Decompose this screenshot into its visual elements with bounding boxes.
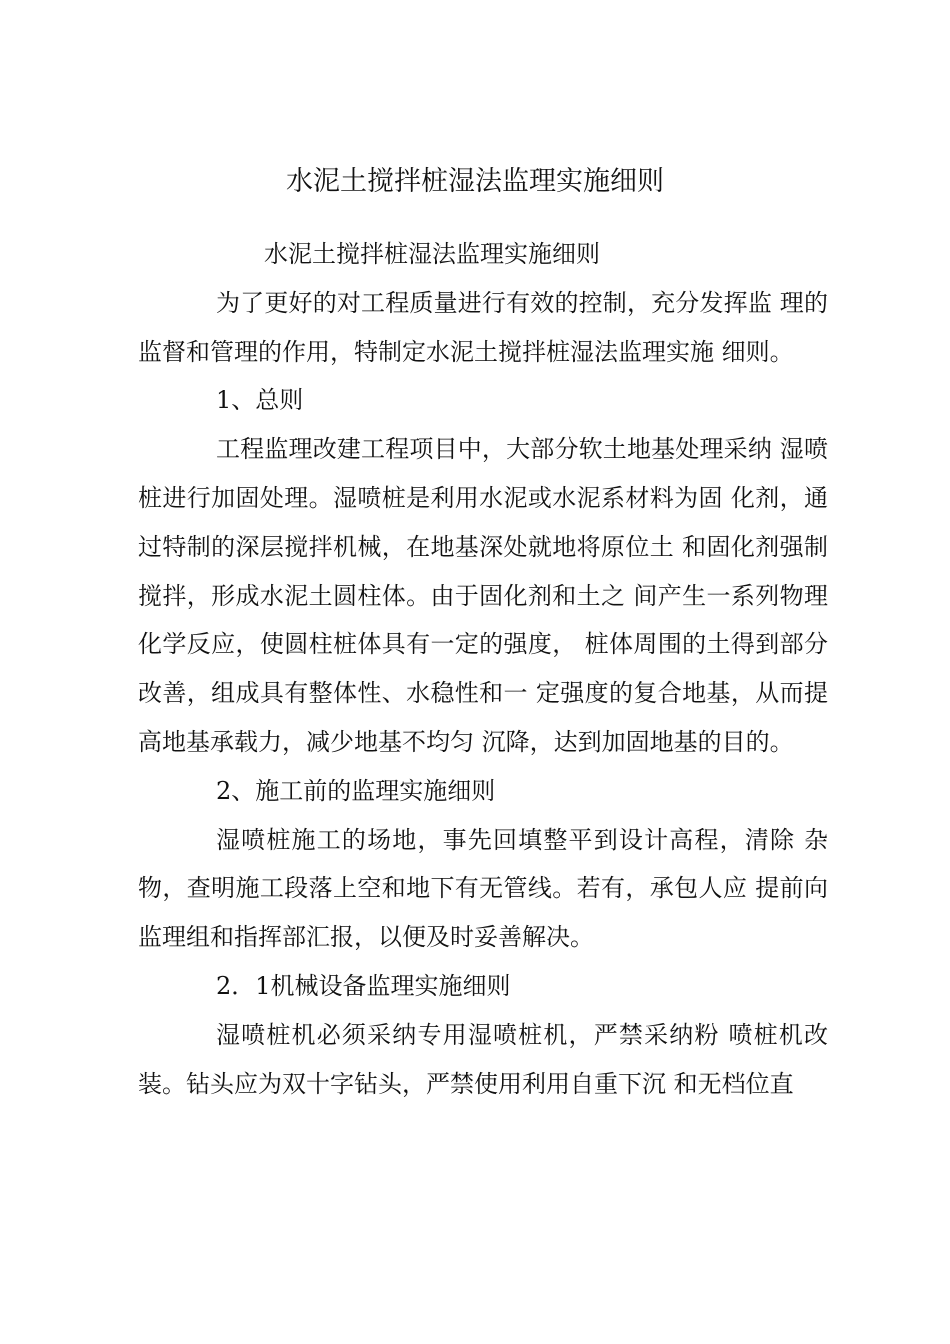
paragraph-general: 工程监理改建工程项目中，大部分软土地基处理采纳 湿喷桩进行加固处理。湿喷桩是利用水泥或水泥系材料为固 化剂，通过特制的深层搅拌机械，在地基深处就地将原位土 和固化剂强制搅拌，形成水泥土圆柱体。由于固化剂和土之 间产生一系列物理化学反应，使圆柱桩体具有一定的强度， 桩体周围的土得到部分改善，组成具有整体性、水稳性和一 定强度的复合地基，从而提高地基承载力，减少地基不均匀 沉降，达到加固地基的目的。 [138, 435, 828, 756]
section-heading-equipment: 2．1机械设备监理实施细则 [216, 971, 511, 1000]
document-title: 水泥土搅拌桩湿法监理实施细则 [286, 166, 664, 197]
section-heading-general: 1、总则 [216, 386, 304, 415]
section-heading-pre-construction: 2、施工前的监理实施细则 [216, 776, 496, 805]
paragraph-pre-construction: 湿喷桩施工的场地，事先回填整平到设计高程，清除 杂物，查明施工段落上空和地下有无管线。若有，承包人应 提前向监理组和指挥部汇报，以便及时妥善解决。 [138, 825, 828, 952]
paragraph-intro: 为了更好的对工程质量进行有效的控制，充分发挥监 理的监督和管理的作用，特制定水泥土搅拌桩湿法监理实施 细则。 [138, 288, 828, 366]
document-subtitle: 水泥土搅拌桩湿法监理实施细则 [264, 240, 600, 268]
document-body [138, 230, 828, 1108]
paragraph-equipment: 湿喷桩机必须采纳专用湿喷桩机，严禁采纳粉 喷桩机改装。钻头应为双十字钻头，严禁使用利用自重下沉 和无档位直 [138, 1020, 828, 1098]
